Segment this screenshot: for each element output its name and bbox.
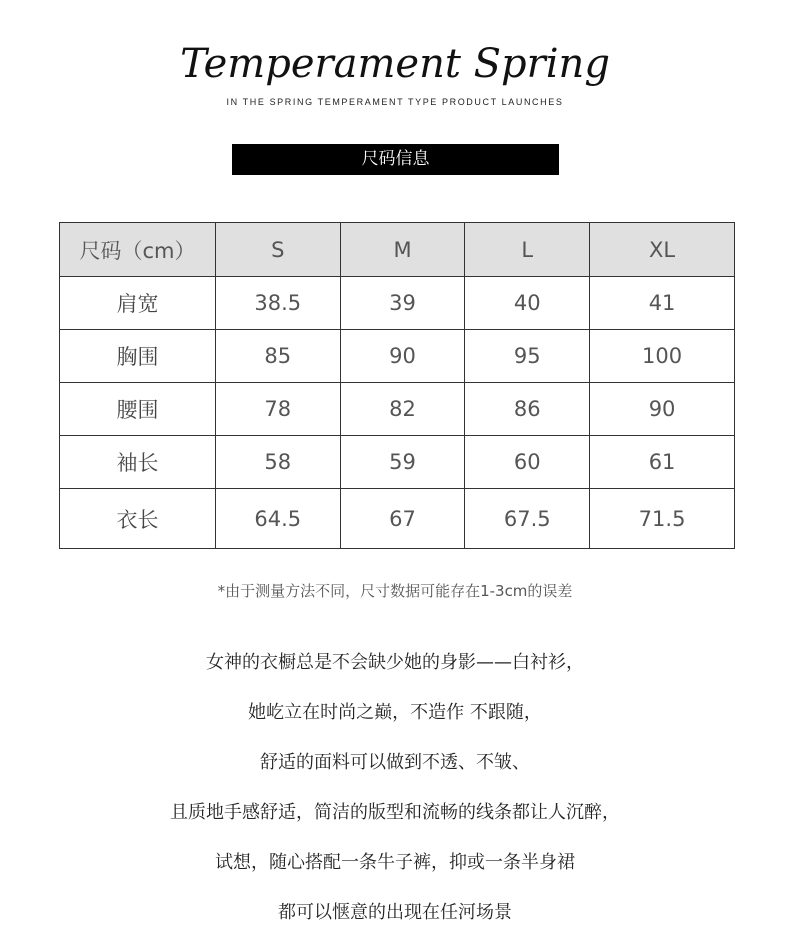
- table-row: [60, 383, 735, 436]
- table-cell: 90: [590, 383, 735, 436]
- brand-title: Temperament Spring: [180, 41, 610, 87]
- table-row: [60, 277, 735, 330]
- table-cell: 67.5: [465, 489, 590, 549]
- table-cell: 82: [340, 383, 465, 436]
- table-header-cell: M: [340, 223, 465, 277]
- description-line: 都可以惬意的出现在任河场景: [278, 902, 512, 923]
- table-cell: 39: [340, 277, 465, 330]
- measurement-note: *由于测量方法不同，尺寸数据可能存在1-3cm的误差: [217, 582, 573, 600]
- table-cell: 67: [340, 489, 465, 549]
- row-label-cell: 肩宽: [60, 277, 216, 330]
- table-cell: 38.5: [215, 277, 340, 330]
- table-cell: 85: [215, 330, 340, 383]
- row-label-cell: 衣长: [60, 489, 216, 549]
- table-cell: 40: [465, 277, 590, 330]
- row-label-cell: 腰围: [60, 383, 216, 436]
- description-line: 舒适的面料可以做到不透、不皱、: [260, 752, 530, 773]
- description-line: 且质地手感舒适，简洁的版型和流畅的线条都让人沉醉，: [170, 802, 620, 823]
- table-cell: 78: [215, 383, 340, 436]
- description-line: 女神的衣橱总是不会缺少她的身影——白衬衫，: [206, 652, 584, 673]
- table-row: [60, 330, 735, 383]
- table-cell: 64.5: [215, 489, 340, 549]
- table-cell: 41: [590, 277, 735, 330]
- table-header-cell: XL: [590, 223, 735, 277]
- row-label-cell: 胸围: [60, 330, 216, 383]
- table-row: [60, 489, 735, 549]
- table-cell: 86: [465, 383, 590, 436]
- table-header-cell: S: [215, 223, 340, 277]
- table-header-row: [60, 223, 735, 277]
- description-line: 试想，随心搭配一条牛子裤，抑或一条半身裙: [215, 852, 575, 873]
- table-cell: 58: [215, 436, 340, 489]
- table-cell: 60: [465, 436, 590, 489]
- section-title-banner: 尺码信息: [232, 144, 559, 175]
- brand-subtitle: IN THE SPRING TEMPERAMENT TYPE PRODUCT LAUNCHES: [226, 97, 564, 107]
- size-chart-table: [59, 222, 735, 549]
- table-cell: 100: [590, 330, 735, 383]
- row-label-cell: 袖长: [60, 436, 216, 489]
- table-header-cell: L: [465, 223, 590, 277]
- table-cell: 95: [465, 330, 590, 383]
- table-cell: 61: [590, 436, 735, 489]
- table-cell: 90: [340, 330, 465, 383]
- table-row: [60, 436, 735, 489]
- table-header-cell: 尺码（cm）: [60, 223, 216, 277]
- description-line: 她屹立在时尚之巅，不造作 不跟随，: [248, 702, 542, 723]
- table-cell: 59: [340, 436, 465, 489]
- table-cell: 71.5: [590, 489, 735, 549]
